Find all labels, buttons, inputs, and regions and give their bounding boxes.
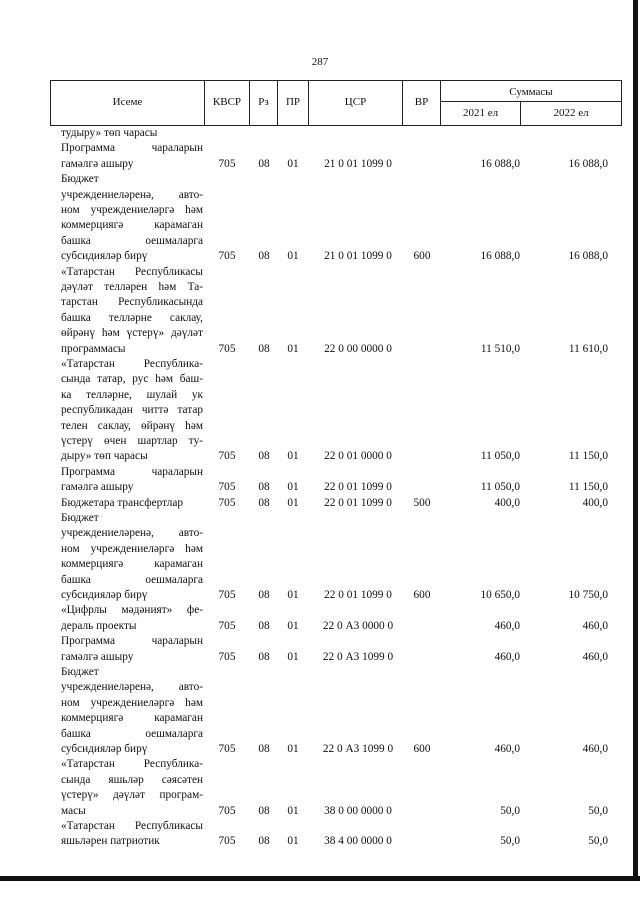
rz-cell: 08 [258,342,270,355]
header-rz: Рз [258,96,269,108]
row-name [61,172,203,264]
row-name-line: ном учреждениеләргә һәм [61,204,203,216]
sum-2021-cell: 50,0 [500,835,520,848]
row-name-line: субсидияләр бирү [61,250,148,263]
table-row [0,757,640,819]
row-name-line: Программа чараларын [61,635,203,648]
row-name [61,126,203,141]
row-name-line: гамәлгә ашыру [61,157,134,170]
pr-cell: 01 [287,450,299,463]
sum-2021-cell: 400,0 [494,496,520,509]
row-name-line: субсидияләр бирү [61,589,148,602]
sum-2022-cell: 11 610,0 [568,342,608,355]
row-name-line: Программа чараларын [61,142,203,155]
header-year-2021: 2021 ел [462,107,499,119]
row-name-line: телен саклау, өйрәнү һәм [61,419,203,432]
rz-cell: 08 [258,619,270,632]
table-row [0,126,640,141]
kvsr-cell: 705 [218,481,236,494]
header-vr: ВР [414,96,429,108]
sum-2022-cell: 11 150,0 [568,450,608,463]
header-name: Исеме [112,96,143,108]
row-name-line: үстерү өчен шартлар ту- [61,435,203,448]
row-name-line: тарстан Республикасында [61,296,203,309]
csr-cell: 21 0 01 1099 0 [324,157,392,170]
table-row [0,465,640,496]
row-name [61,511,203,603]
header-kvsr: КВСР [212,96,242,108]
sum-2022-cell: 400,0 [582,496,608,509]
row-name-line: ном учреждениеләргә һәм [61,696,203,709]
row-name-line: «Татарстан Республикасы [61,265,203,278]
pr-cell: 01 [287,157,299,170]
sum-2022-cell: 50,0 [588,804,608,817]
kvsr-cell: 705 [218,496,236,509]
row-name [61,465,203,496]
csr-cell: 22 0 А3 1099 0 [322,743,394,755]
sum-2022-cell: 50,0 [588,835,608,848]
row-name-line: башка оешмаларга [61,234,203,247]
pr-cell: 01 [287,250,299,263]
csr-cell: 38 4 00 0000 0 [324,835,392,848]
sum-2021-cell: 16 088,0 [480,250,520,263]
row-name [61,665,203,757]
header-year-2022: 2022 ел [553,107,589,119]
pr-cell: 01 [287,650,299,663]
table-row [0,603,640,634]
kvsr-cell: 705 [218,743,236,755]
kvsr-cell: 705 [218,804,236,817]
row-name-line: Бюджет [61,512,99,524]
row-name-line: учреждениеләренә, авто- [61,527,203,540]
row-name [61,819,203,850]
row-name-line: сында яшьләр сәясәтен [61,773,203,786]
row-name-line: өйрәнү һәм үстерү» дәүләт [61,327,203,340]
csr-cell: 22 0 00 0000 0 [324,342,392,355]
kvsr-cell: 705 [218,450,236,463]
row-name-line: субсидияләр бирү [61,743,148,756]
row-name-line: гамәлгә ашыру [61,481,134,494]
row-name-line: масы [61,804,86,817]
header-pr: ПР [285,96,301,108]
header-subdivider [440,101,622,102]
vr-cell: 600 [413,743,431,755]
kvsr-cell: 705 [218,250,236,263]
rz-cell: 08 [258,835,270,848]
row-name-line: яшьләрен патриотик [61,835,160,848]
sum-2022-cell: 11 150,0 [568,481,608,494]
row-name-line: программасы [61,342,126,355]
sum-2021-cell: 16 088,0 [480,157,520,170]
kvsr-cell: 705 [218,589,236,601]
csr-cell: 22 0 01 1099 0 [324,496,392,509]
row-name-line: коммерциягә карамаган [61,558,203,571]
row-name-line: Бюджет [61,173,99,186]
header-csr: ЦСР [344,96,367,108]
table-row [0,665,640,757]
scan-edge [633,0,638,880]
vr-cell: 500 [413,496,431,509]
rz-cell: 08 [258,250,270,263]
row-name-line: ка телләрне, шулай ук [61,388,203,401]
kvsr-cell: 705 [218,650,236,663]
rz-cell: 08 [258,450,270,463]
csr-cell: 22 0 01 0000 0 [324,450,392,463]
sum-2021-cell: 10 650,0 [480,589,520,601]
table-row [0,141,640,172]
row-name-line: «Татарстан Республика- [61,358,203,370]
kvsr-cell: 705 [218,342,236,355]
csr-cell: 38 0 00 0000 0 [324,804,392,817]
rz-cell: 08 [258,589,270,601]
vr-cell: 600 [413,589,431,601]
row-name [61,603,203,634]
table-row [0,819,640,850]
pr-cell: 01 [287,619,299,632]
row-name [61,357,203,465]
row-name-line: «Татарстан Республикасы [61,820,203,832]
row-name-line: Программа чараларын [61,465,203,478]
sum-2021-cell: 11 050,0 [480,450,520,463]
row-name-line: сында татар, рус һәм баш- [61,373,203,386]
row-name-line: «Татарстан Республика- [61,758,203,771]
sum-2022-cell: 16 088,0 [568,250,608,263]
rz-cell: 08 [258,804,270,817]
row-name-line: «Цифрлы мәдәният» фе- [61,604,203,617]
pr-cell: 01 [287,804,299,817]
row-name-line: башка телләрне саклау, [61,311,203,324]
kvsr-cell: 705 [218,157,236,170]
pr-cell: 01 [287,481,299,494]
row-name-line: коммерциягә карамаган [61,219,203,232]
pr-cell: 01 [287,342,299,355]
sum-2022-cell: 10 750,0 [568,589,608,601]
vr-cell: 600 [413,250,431,263]
sum-2021-cell: 460,0 [494,619,520,632]
sum-2021-cell: 11 050,0 [480,481,520,494]
scan-bottom-edge [0,876,640,881]
row-name-line: дәүләт телләрен һәм Та- [61,281,203,293]
csr-cell: 22 0 01 1099 0 [324,589,392,601]
row-name-line: дераль проекты [61,619,137,632]
kvsr-cell: 705 [218,835,236,848]
rz-cell: 08 [258,157,270,170]
pr-cell: 01 [287,589,299,601]
row-name-line: республикадан читтә татар [61,404,203,417]
table-row [0,634,640,665]
row-name-line: учреждениеләренә, авто- [61,681,203,694]
page-number: 287 [311,56,329,68]
sum-2021-cell: 11 510,0 [480,342,520,355]
pr-cell: 01 [287,496,299,509]
row-name [61,634,203,665]
row-name-line: башка оешмаларга [61,727,203,740]
row-name-line: тудыру» төп чарасы [61,127,158,139]
sum-2022-cell: 460,0 [582,650,608,663]
table-row [0,496,640,511]
kvsr-cell: 705 [218,619,236,632]
row-name-line: ном учреждениеләргә һәм [61,542,203,555]
rz-cell: 08 [258,650,270,663]
sum-2022-cell: 16 088,0 [568,157,608,170]
row-name-line: гамәлгә ашыру [61,650,134,663]
table-row [0,265,640,357]
row-name-line: башка оешмаларга [61,573,203,586]
table-row [0,357,640,465]
rz-cell: 08 [258,496,270,509]
row-name [61,496,203,511]
row-name-line: үстерү» дәүләт програм- [61,789,203,802]
sum-2021-cell: 50,0 [500,804,520,817]
row-name-line: Бюджетара трансфертлар [61,496,184,509]
table-row [0,511,640,603]
rz-cell: 08 [258,743,270,755]
sum-2021-cell: 460,0 [494,650,520,663]
header-divider [621,80,622,125]
row-name-line: учреждениеләренә, авто- [61,188,203,201]
rz-cell: 08 [258,481,270,494]
row-name [61,757,203,819]
row-name [61,141,203,172]
sum-2022-cell: 460,0 [582,619,608,632]
sum-2022-cell: 460,0 [582,743,608,755]
pr-cell: 01 [287,743,299,755]
pr-cell: 01 [287,835,299,848]
row-name-line: Бюджет [61,666,99,678]
csr-cell: 22 0 А3 0000 0 [322,619,394,632]
row-name-line: дыру» төп чарасы [61,450,148,463]
table-row [0,172,640,264]
csr-cell: 21 0 01 1099 0 [324,250,392,263]
sum-2021-cell: 460,0 [494,743,520,755]
header-sums: Суммасы [509,86,553,98]
csr-cell: 22 0 01 1099 0 [324,481,392,494]
row-name-line: коммерциягә карамаган [61,712,203,725]
row-name [61,265,203,357]
csr-cell: 22 0 А3 1099 0 [322,650,394,663]
